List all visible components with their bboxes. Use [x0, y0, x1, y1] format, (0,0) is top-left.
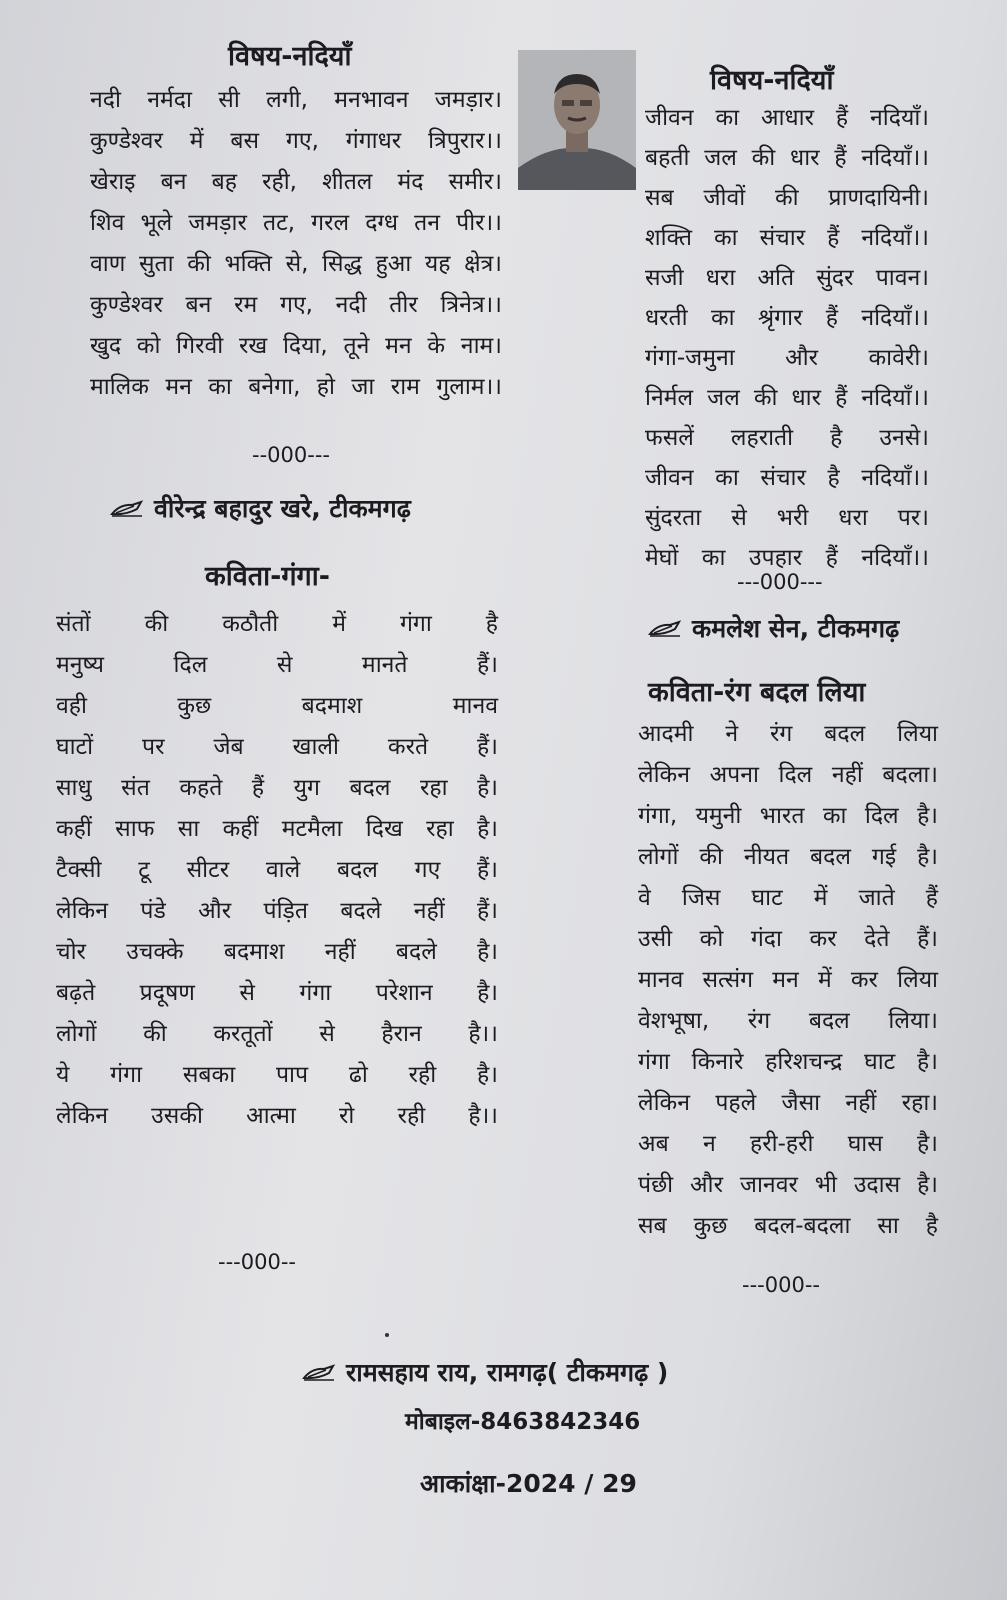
poem-line: मालिक मन का बनेगा, हो जा राम गुलाम।।	[90, 374, 502, 400]
poem-line: गंगा-जमुना और कावेरी।	[645, 345, 929, 371]
poem-line: वेशभूषा, रंग बदल लिया।	[638, 1008, 938, 1034]
poem-line: गंगा, यमुनी भारत का दिल है।	[638, 803, 938, 829]
footer-author	[302, 1355, 668, 1389]
poem-line: ये गंगा सबका पाप ढो रही है।	[56, 1062, 498, 1088]
poem-line: जीवन का आधार हैं नदियाँ।	[645, 105, 929, 131]
poem-line: मानव सत्संग मन में कर लिया	[638, 967, 938, 993]
poem-line: वे जिस घाट में जाते हैं	[638, 885, 938, 911]
poem2-separator: ---000---	[737, 570, 823, 594]
poem-line: पंछी और जानवर भी उदास है।	[638, 1172, 938, 1198]
poem-line: कहीं साफ सा कहीं मटमैला दिख रहा है।	[56, 816, 498, 842]
poem-line: लोगों की करतूतों से हैरान है।।	[56, 1021, 498, 1047]
poem1-author	[110, 491, 411, 525]
poem-line: उसी को गंदा कर देते हैं।	[638, 926, 938, 952]
poem-line: अब न हरी-हरी घास है।	[638, 1131, 938, 1157]
poem-line: कुण्डेश्वर बन रम गए, नदी तीर त्रिनेत्र।।	[90, 292, 502, 318]
poem-line: बहती जल की धार हैं नदियाँ।।	[645, 145, 929, 171]
poem-line: जीवन का संचार है नदियाँ।।	[645, 465, 929, 491]
poem-line: फसलें लहराती है उनसे।	[645, 425, 929, 451]
poem-line: चोर उचक्के बदमाश नहीं बदले है।	[56, 939, 498, 965]
poem-line: टैक्सी टू सीटर वाले बदल गए हैं।	[56, 857, 498, 883]
poem4-separator: ---000--	[742, 1273, 820, 1297]
author-name: कमलेश सेन, टीकमगढ़	[692, 614, 900, 643]
poem-line: शिव भूले जमड़ार तट, गरल दग्ध तन पीर।।	[90, 210, 502, 236]
poem-line: निर्मल जल की धार हैं नदियाँ।।	[645, 385, 929, 411]
poem3-title: कविता-गंगा-	[205, 561, 330, 592]
poem-line: सब जीवों की प्राणदायिनी।	[645, 185, 929, 211]
poem-line: खेराइ बन बह रही, शीतल मंद समीर।	[90, 169, 502, 195]
poem1-separator: --000---	[252, 443, 330, 467]
poem-line: साधु संत कहते हैं युग बदल रहा है।	[56, 775, 498, 801]
poem-line: धरती का श्रृंगार हैं नदियाँ।।	[645, 305, 929, 331]
poem-line: लेकिन उसकी आत्मा रो रही है।।	[56, 1103, 498, 1129]
poem-line: कुण्डेश्वर में बस गए, गंगाधर त्रिपुरार।।	[90, 128, 502, 154]
poem-line: संतों की कठौती में गंगा है	[56, 611, 498, 637]
author-name: रामसहाय राय, रामगढ़( टीकमगढ़ )	[346, 1358, 669, 1387]
poem4-lines	[638, 714, 938, 1247]
poem-line: लेकिन पंडे और पंड़ित बदले नहीं हैं।	[56, 898, 498, 924]
poem-line: वाण सुता की भक्ति से, सिद्ध हुआ यह क्षेत्र।	[90, 251, 502, 277]
poem-line: आदमी ने रंग बदल लिया	[638, 721, 938, 747]
poem-line: शक्ति का संचार हैं नदियाँ।।	[645, 225, 929, 251]
poem-line: लेकिन पहले जैसा नहीं रहा।	[638, 1090, 938, 1116]
poem-line: मनुष्य दिल से मानते हैं।	[56, 652, 498, 678]
poem-line: मेघों का उपहार हैं नदियाँ।।	[645, 545, 929, 571]
poem-line: लोगों की नीयत बदल गई है।	[638, 844, 938, 870]
poem3-separator: ---000--	[218, 1250, 296, 1274]
mobile-number: मोबाइल-8463842346	[405, 1409, 641, 1435]
pen-icon	[110, 499, 144, 517]
poem1-title: विषय-नदियाँ	[228, 41, 352, 72]
poem4-title: कविता-रंग बदल लिया	[648, 677, 866, 708]
author-name: वीरेन्द्र बहादुर खरे, टीकमगढ़	[154, 494, 411, 523]
poem-line: सब कुछ बदल-बदला सा है	[638, 1213, 938, 1239]
portrait-figure	[518, 50, 636, 190]
poem-line: खुद को गिरवी रख दिया, तूने मन के नाम।	[90, 333, 502, 359]
poem2-author	[648, 611, 899, 645]
pen-icon	[648, 619, 682, 637]
poem-line: घाटों पर जेब खाली करते हैं।	[56, 734, 498, 760]
poem-line: वही कुछ बदमाश मानव	[56, 693, 498, 719]
poem-line: बढ़ते प्रदूषण से गंगा परेशान है।	[56, 980, 498, 1006]
poem1-lines	[90, 80, 502, 408]
poem3-lines	[56, 604, 498, 1137]
poem2-lines	[645, 98, 929, 578]
poem-line: नदी नर्मदा सी लगी, मनभावन जमड़ार।	[90, 87, 502, 113]
author-photo	[518, 50, 636, 190]
poem-line: गंगा किनारे हरिशचन्द्र घाट है।	[638, 1049, 938, 1075]
pen-icon	[302, 1363, 336, 1381]
poem-line: लेकिन अपना दिल नहीं बदला।	[638, 762, 938, 788]
poem-line: सजी धरा अति सुंदर पावन।	[645, 265, 929, 291]
page-footer: आकांक्षा-2024 / 29	[420, 1469, 637, 1498]
poem-line: सुंदरता से भरी धरा पर।	[645, 505, 929, 531]
poem2-title: विषय-नदियाँ	[710, 65, 834, 96]
ink-dot	[385, 1333, 389, 1337]
